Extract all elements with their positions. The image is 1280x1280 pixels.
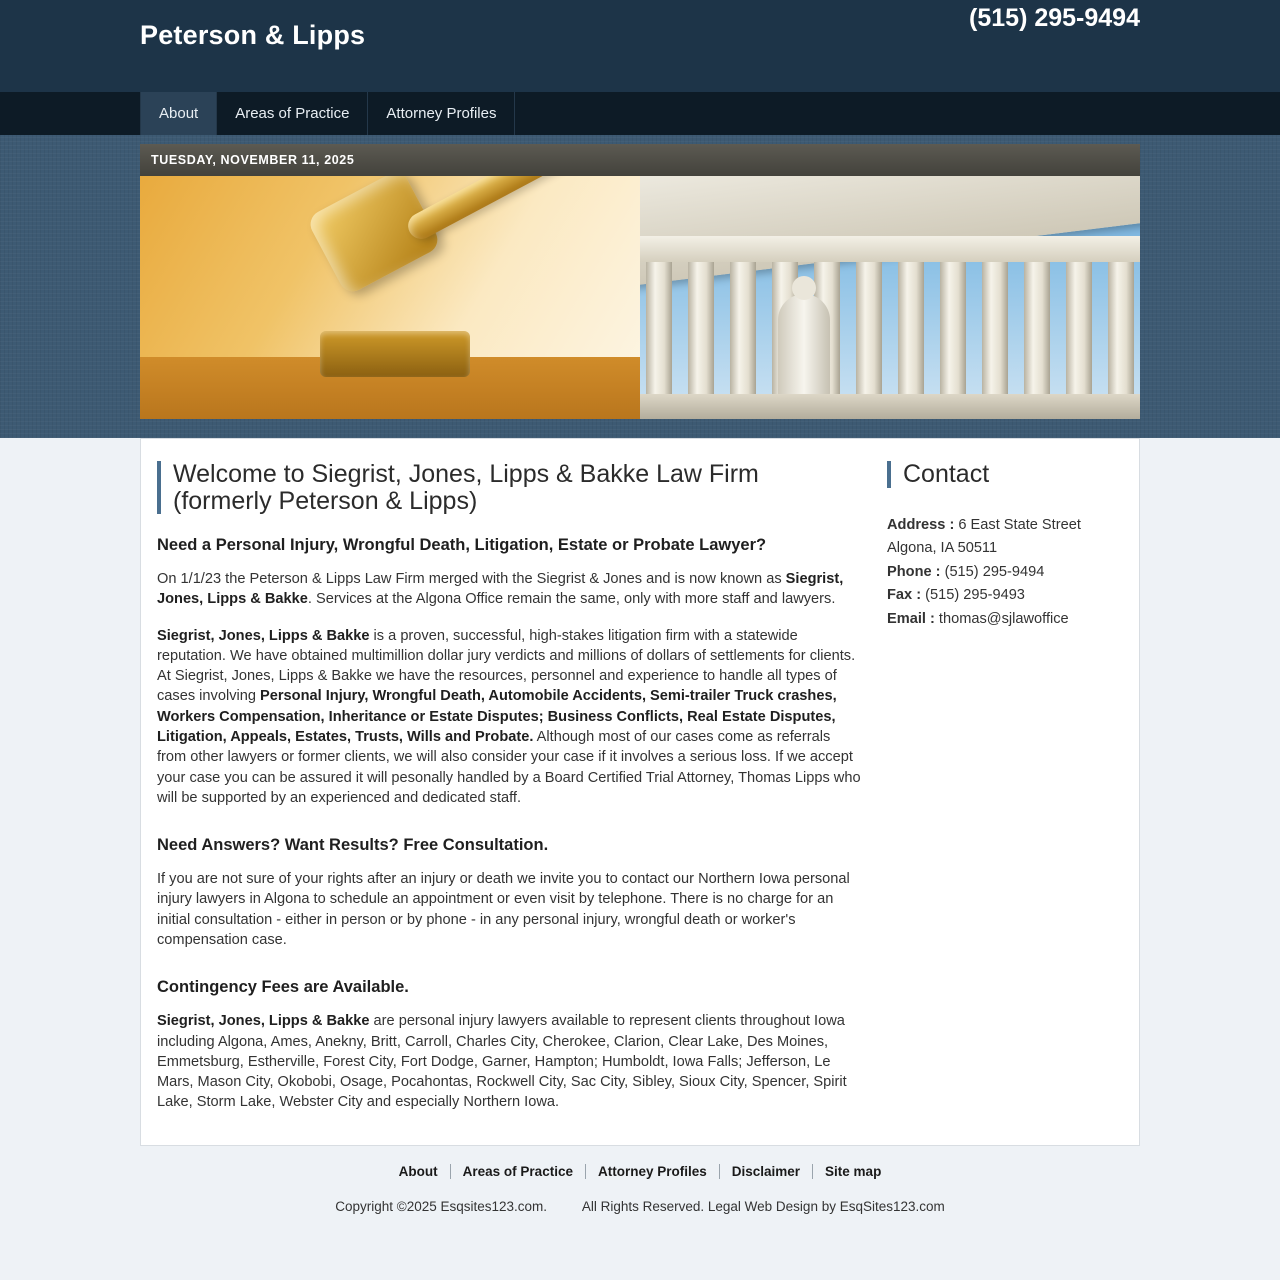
nav-item-areas-of-practice[interactable]: Areas of Practice [217, 92, 368, 135]
email-label: Email : [887, 611, 935, 628]
address-line-2: Algona, IA 50511 [887, 540, 998, 557]
sidebar-contact [887, 461, 1113, 1129]
courthouse-entablature [640, 236, 1140, 262]
footer-link-disclaimer[interactable]: Disclaimer [720, 1164, 813, 1179]
gavel-block [320, 331, 470, 377]
contact-email [887, 608, 1113, 632]
site-header [0, 0, 1280, 92]
banner-image [140, 144, 1140, 419]
paragraph-merger: On 1/1/23 the Peterson & Lipps Law Firm merged with the Siegrist & Jones and is now known as Siegrist, Jones, Lipps & Bakke. Services at the Algona Office remain the same, only with more staff and lawyers. [157, 571, 844, 608]
fax-label: Fax : [887, 587, 922, 604]
site-footer [140, 1146, 1140, 1214]
address-line-1: 6 East State Street [958, 516, 1081, 533]
footer-link-site-map[interactable]: Site map [825, 1163, 882, 1179]
nav-item-about[interactable]: About [140, 92, 217, 135]
rights-text: All Rights Reserved. Legal Web Design by EsqSites123.com [581, 1198, 945, 1214]
contact-phone [887, 561, 1113, 585]
paragraph-firm-overview: Siegrist, Jones, Lipps & Bakke is a proven, successful, high-stakes litigation firm with a statewide reputation. We have obtained multimillion dollar jury verdicts and millions of dollars of settlements for clients. At Siegrist, Jones, Lipps & Bakke we have the resources, personnel and experience to handle all types of cases involving Personal Injury, Wrongful Death, Automobile Accidents, Semi-trailer Truck crashes, Workers Compensation, Inheritance or Estate Disputes; Business Conflicts, Real Estate Disputes, Litigation, Appeals, Estates, Trusts, Wills and Probate. Although most of our cases come as referrals from other lawyers or former clients, we will also consider your case if it involves a serious loss. If we accept your case you can be assured it will pesonally handled by a Board Certified Trial Attorney, Thomas Lipps who will be supported by an experienced and dedicated staff. [157, 627, 861, 806]
section-heading-need-lawyer: Need a Personal Injury, Wrongful Death, Litigation, Estate or Probate Lawyer? [157, 536, 767, 554]
banner [140, 144, 1140, 419]
banner-date: TUESDAY, NOVEMBER 11, 2025 [140, 144, 1140, 176]
paragraph-service-areas: Siegrist, Jones, Lipps & Bakke are personal injury lawyers available to represent clients throughout Iowa including Algona, Ames, Anekny, Britt, Carroll, Charles City, Cherokee, Clarion, Clear Lake, Des Moines, Emmetsburg, Estherville, Forest City, Fort Dodge, Garner, Hampton; Humboldt, Iowa Falls; Jefferson, Le Mars, Mason City, Okobobi, Osage, Pocahontas, Rockwell City, Sac City, Sibley, Sioux City, Spencer, Spirit Lake, Storm Lake, Webster City and especially Northern Iowa. [157, 1013, 847, 1111]
justice-statue [778, 294, 830, 399]
email-value[interactable]: thomas@sjlawoffice [938, 611, 1069, 628]
footer-link-areas-of-practice[interactable]: Areas of Practice [451, 1164, 586, 1179]
sidebar-title: Contact [887, 461, 1113, 488]
header-phone: (515) 295-9494 [969, 4, 1140, 32]
contact-address [887, 514, 1113, 561]
phone-label: Phone : [887, 563, 941, 580]
footer-link-attorney-profiles[interactable]: Attorney Profiles [586, 1164, 720, 1179]
footer-links [140, 1164, 1140, 1179]
copyright-text: Copyright ©2025 Esqsites123.com. [335, 1198, 548, 1214]
address-label: Address : [887, 516, 955, 533]
section-heading-contingency: Contingency Fees are Available. [157, 978, 409, 997]
gavel-image [140, 144, 640, 419]
courthouse-image [640, 144, 1140, 419]
banner-section [0, 135, 1280, 438]
footer-link-about[interactable]: About [387, 1164, 451, 1179]
nav-item-attorney-profiles[interactable]: Attorney Profiles [368, 92, 515, 135]
site-brand: Peterson & Lipps [140, 20, 366, 50]
fax-value: (515) 295-9493 [925, 587, 1025, 604]
section-heading-need-answers: Need Answers? Want Results? Free Consultation. [157, 836, 549, 855]
footer-copyright [140, 1199, 1140, 1214]
courthouse-columns [640, 262, 1140, 397]
main-column [157, 461, 887, 1129]
phone-value: (515) 295-9494 [944, 563, 1045, 580]
page-title: Welcome to Siegrist, Jones, Lipps & Bakke Law Firm (formerly Peterson & Lipps) [157, 461, 863, 514]
content-container [140, 438, 1140, 1146]
paragraph-consultation: If you are not sure of your rights after an injury or death we invite you to contact our Northern Iowa personal injury lawyers in Algona to schedule an appointment or even visit by telephone. There is no charge for an initial consultation - either in person or by phone - in any personal injury, wrongful death or worker's compensation case. [157, 871, 850, 948]
contact-fax [887, 584, 1113, 608]
courthouse-steps [640, 394, 1140, 419]
main-navigation [0, 92, 1280, 135]
